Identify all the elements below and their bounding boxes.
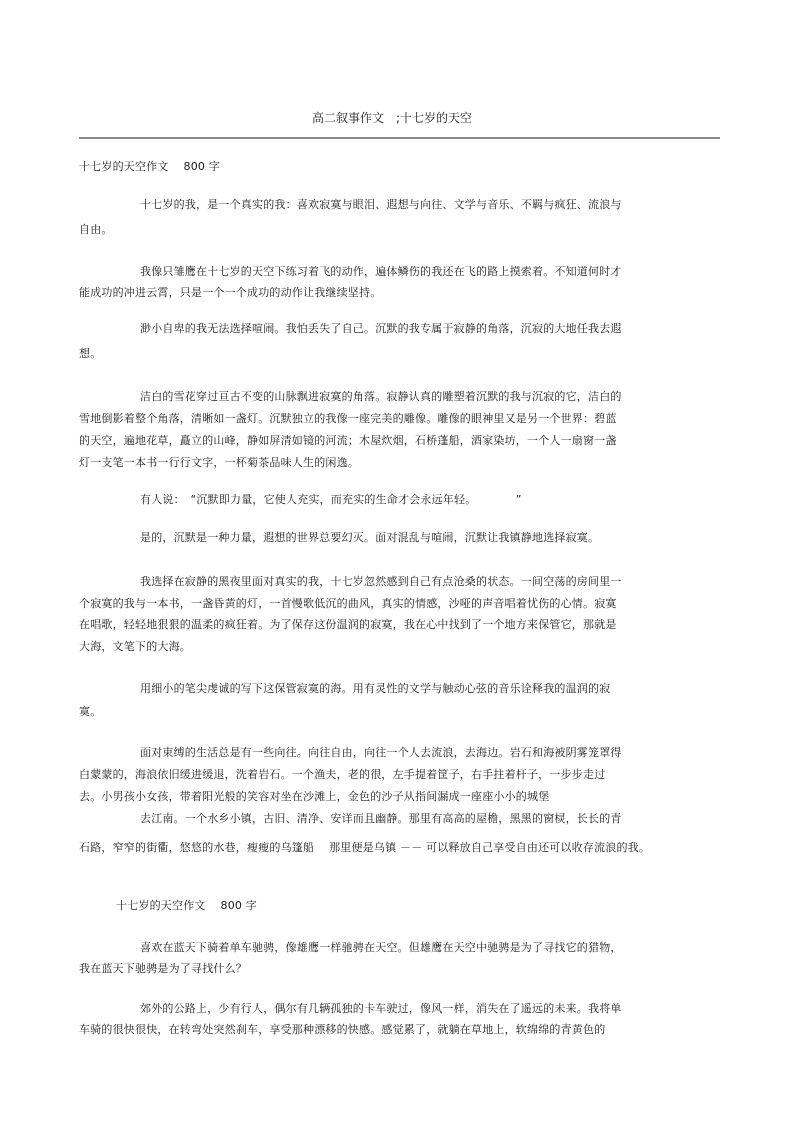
quote-line: 有人说： “沉默即力量，它使人充实，而充实的生命才会永远年轻。 ” bbox=[140, 493, 522, 506]
paragraph-line: 十七岁的我，是一个真实的我：喜欢寂寞与眼泪、遐想与向往、文学与音乐、不羁与疯狂、流浪与 bbox=[140, 198, 622, 211]
paragraph-line: 用细小的笔尖虔诚的写下这保管寂寞的海。用有灵性的文学与触动心弦的音乐诠释我的温润的寂 bbox=[140, 682, 611, 695]
paragraph-line: 大海，文笔下的大海。 bbox=[79, 640, 191, 653]
section-title-1: 十七岁的天空作文 800 字 bbox=[79, 160, 220, 173]
paragraph-line: 想。 bbox=[79, 347, 102, 360]
paragraph-line: 雪地倒影着整个角落，清晰如一盏灯。沉默独立的我像一座完美的雕像。雕像的眼神里又是另一个世界：碧蓝 bbox=[79, 412, 617, 425]
paragraph-line: 的天空，遍地花草，矗立的山峰，静如屏清如镜的河流；木屋炊烟，石桥蓬船，酒家染坊，一个人一扇窗一盏 bbox=[79, 434, 617, 447]
paragraph-line: 是的，沉默是一种力量，遐想的世界总要幻灭。面对混乱与喧闹，沉默让我镇静地选择寂寞。 bbox=[140, 531, 600, 544]
paragraph-line: 在唱歌，轻轻地狠狠的温柔的疯狂着。为了保存这份温润的寂寞，我在心中找到了一个地方来保管它，那就是 bbox=[79, 618, 617, 631]
paragraph-line: 能成功的冲进云霄，只是一个一个成功的动作让我继续坚持。 bbox=[79, 286, 382, 299]
paragraph-line: 石路，窄窄的街衢，悠悠的水巷，瘦瘦的乌篷船 那里便是乌镇 －－ 可以释放自己享受自由还可以收存流浪的我。 bbox=[79, 841, 651, 854]
paragraph-line: 自由。 bbox=[79, 223, 113, 236]
paragraph-line: 去。小男孩小女孩，带着阳光般的笑容对坐在沙滩上，金色的沙子从指间漏成一座座小小的城堡 bbox=[79, 790, 550, 803]
paragraph-line: 个寂寞的我与一本书，一盏昏黄的灯，一首慢歌低沉的曲风，真实的情感，沙哑的声音唱着忧伤的心情。寂寞 bbox=[79, 597, 617, 610]
paragraph-line: 去江南。一个水乡小镇，古旧、清净、安详而且幽静。那里有高高的屋檐，黑黑的窗棂，长长的青 bbox=[140, 812, 622, 825]
paragraph-line: 灯一支笔一本书一行行文字，一杯菊茶品味人生的闲逸。 bbox=[79, 456, 359, 469]
paragraph-line: 车骑的很快很快，在转弯处突然刹车，享受那种漂移的快感。感觉累了，就躺在草地上，软绵绵的青黄色的 bbox=[79, 1023, 606, 1036]
paragraph-line: 面对束缚的生活总是有一些向往。向往自由，向往一个人去流浪，去海边。岩石和海被阴雾笼罩得 bbox=[140, 746, 622, 759]
paragraph-line: 我选择在寂静的黑夜里面对真实的我，十七岁忽然感到自己有点沧桑的状态。一间空荡的房间里一 bbox=[140, 575, 622, 588]
paragraph-line: 我在蓝天下驰骋是为了寻找什么？ bbox=[79, 962, 247, 975]
paragraph-line: 渺小自卑的我无法选择喧闹。我怕丢失了自己。沉默的我专属于寂静的角落，沉寂的大地任我去遐 bbox=[140, 322, 622, 335]
paragraph-line: 我像只雏鹰在十七岁的天空下练习着飞的动作，遍体鳞伤的我还在飞的路上摸索着。不知道何时才 bbox=[140, 265, 622, 278]
page-header-title: 高二叙事作文 ;十七岁的天空 bbox=[312, 111, 473, 125]
section-title-2: 十七岁的天空作文 800 字 bbox=[116, 899, 257, 912]
paragraph-line: 寞。 bbox=[79, 705, 102, 718]
paragraph-line: 洁白的雪花穿过亘古不变的山脉飘进寂寞的角落。寂静认真的雕塑着沉默的我与沉寂的它，洁白的 bbox=[140, 390, 622, 403]
paragraph-line: 喜欢在蓝天下骑着单车驰骋，像雄鹰一样驰骋在天空。但雄鹰在天空中驰骋是为了寻找它的猎物， bbox=[140, 941, 622, 954]
paragraph-line: 郊外的公路上，少有行人，偶尔有几辆孤独的卡车驶过，像风一样，消失在了遥远的未来。我将单 bbox=[140, 1002, 622, 1015]
header-divider bbox=[79, 137, 720, 139]
paragraph-line: 白蒙蒙的，海浪依旧缓进缓退，洗着岩石。一个渔夫，老的很，左手提着筐子，右手拄着杆子，一步步走过 bbox=[79, 768, 606, 781]
